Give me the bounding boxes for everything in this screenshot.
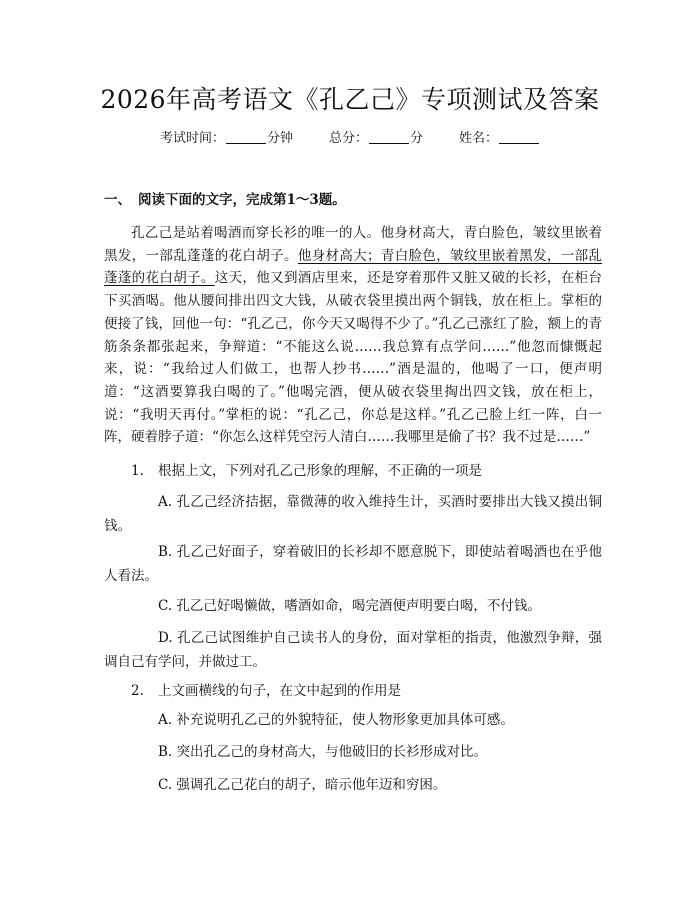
exam-meta-line bbox=[0, 129, 700, 149]
name-label: 姓名： bbox=[459, 131, 499, 146]
section-instruction: 阅读下面的文字，完成第1～3题。 bbox=[138, 192, 346, 208]
question-1-stem bbox=[131, 460, 601, 482]
section-number: 一、 bbox=[104, 192, 131, 208]
question-1-option-d: D. 孔乙己试图维护自己读书人的身份，面对掌柜的指责，他激烈争辩，强调自己有学问，并做过工。 bbox=[104, 630, 602, 670]
question-text: 根据上文，下列对孔乙己形象的理解，不正确的一项是 bbox=[158, 463, 482, 479]
score-label: 总分： bbox=[328, 131, 368, 146]
time-blank bbox=[226, 129, 266, 144]
question-number: 1. bbox=[131, 463, 144, 479]
reading-passage bbox=[104, 222, 602, 449]
passage-text: 孔乙己是站着喝酒而穿长衫的唯一的人。他身材高大，青白脸色，皱纹里嵌着黑发，一部乱蓬蓬的花白胡子。 bbox=[104, 225, 602, 264]
passage-text-continued: 这天，他又到酒店里来，还是穿着那件又脏又破的长衫，在柜台下买酒喝。他从腰间排出四文大钱，从破衣袋里摸出两个铜钱，放在柜上。掌柜的便接了钱，回他一句：“孔乙己，你今天又喝得不少了。”孔乙己涨红了脸，额上的青筋条条都张起来，争辩道：“不能这么说……我总算有点学问……”他忽而慷慨起来，说：“我给过人们做工，也帮人抄书……”酒是温的，他喝了一口，便声明道：“这酒要算我白喝的了。”他喝完酒，便从破衣袋里掏出四文钱，放在柜上，说：“我明天再付。”掌柜的说：“孔乙己，你总是这样。”孔乙己脸上红一阵，白一阵，硬着脖子道：“你怎么这样凭空污人清白……我哪里是偷了书？我不过是……” bbox=[104, 270, 603, 446]
question-1-option-a: A. 孔乙己经济拮据，靠微薄的收入维持生计，买酒时要排出大钱又摸出铜钱。 bbox=[104, 494, 602, 534]
question-2-stem bbox=[131, 680, 601, 702]
underlined-sentence: 他身材高大；青白脸色，皱纹里嵌着黑发，一部乱蓬蓬的花白胡子。 bbox=[104, 247, 603, 287]
question-1-option-c: C. 孔乙己好喝懒做，嗜酒如命，喝完酒便声明要白喝，不付钱。 bbox=[158, 598, 541, 614]
question-text: 上文画横线的句子，在文中起到的作用是 bbox=[158, 683, 401, 699]
section-heading bbox=[104, 190, 346, 210]
question-number: 2. bbox=[131, 683, 144, 699]
question-2-option-a: A. 补充说明孔乙己的外貌特征，使人物形象更加具体可感。 bbox=[158, 712, 514, 728]
score-unit: 分 bbox=[410, 131, 424, 146]
name-blank bbox=[499, 129, 539, 144]
score-blank bbox=[369, 129, 409, 144]
time-label: 考试时间： bbox=[159, 131, 225, 146]
question-2-option-b: B. 突出孔乙己的身材高大，与他破旧的长衫形成对比。 bbox=[158, 744, 488, 760]
question-1-option-b: B. 孔乙己好面子，穿着破旧的长衫却不愿意脱下，即使站着喝酒也在乎他人看法。 bbox=[104, 544, 602, 584]
page-title: 2026年高考语文《孔乙己》专项测试及答案 bbox=[100, 85, 600, 114]
question-2-option-c: C. 强调孔乙己花白的胡子，暗示他年迈和穷困。 bbox=[158, 777, 447, 793]
time-unit: 分钟 bbox=[266, 131, 293, 146]
